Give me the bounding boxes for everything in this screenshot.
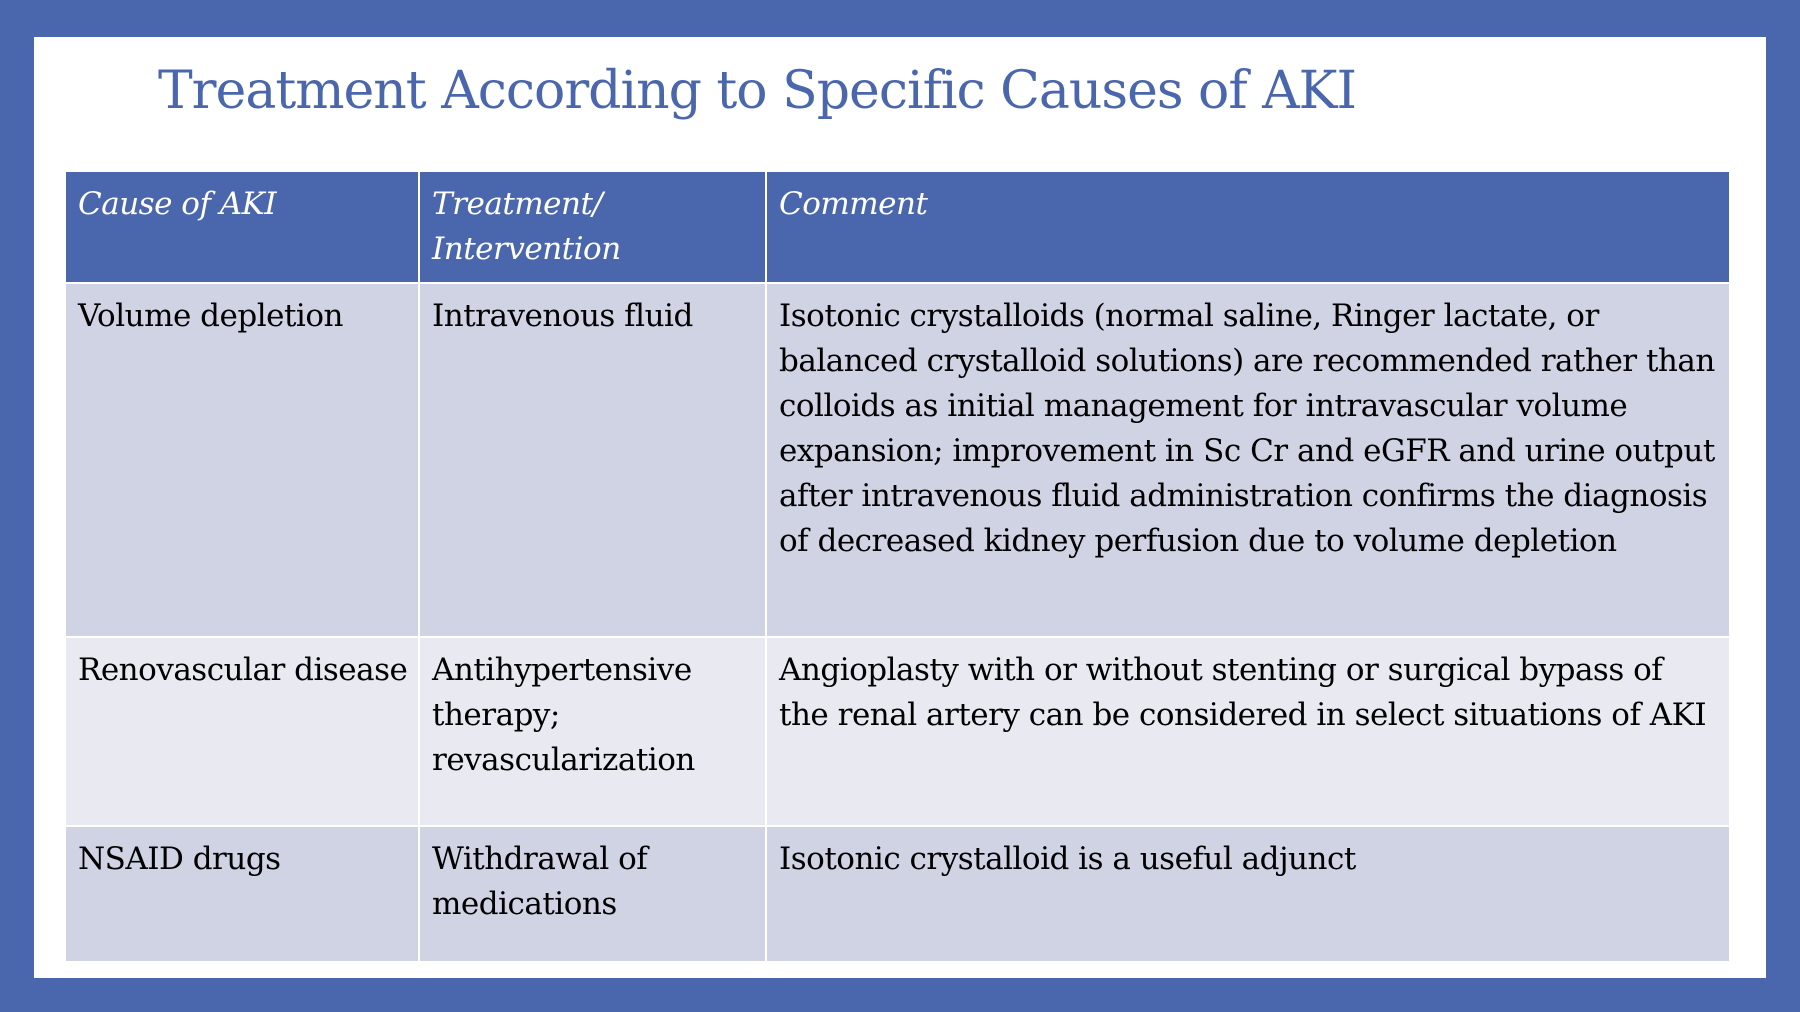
comment-cell: Isotonic crystalloids (normal saline, Ringer lactate, or balanced crystalloid solutions) are recommended rather than colloids as initial management for intravascular volume expansion; improvement in Sc Cr and eGFR and urine output after intravenous fluid administration confirms the diagnosis of decreased kidney perfusion due to volume depletion bbox=[766, 283, 1730, 637]
slide bbox=[34, 37, 1766, 978]
comment-cell: Angioplasty with or without stenting or surgical bypass of the renal artery can be considered in select situations of AKI bbox=[766, 637, 1730, 826]
treatment-cell: Intravenous fluid bbox=[419, 283, 766, 637]
table-row bbox=[65, 826, 1730, 962]
cause-cell: Volume depletion bbox=[65, 283, 419, 637]
header-cause: Cause of AKI bbox=[65, 171, 419, 283]
treatment-cell: Withdrawal of medications bbox=[419, 826, 766, 962]
comment-cell: Isotonic crystalloid is a useful adjunct bbox=[766, 826, 1730, 962]
cause-cell: Renovascular disease bbox=[65, 637, 419, 826]
table-header-row bbox=[65, 171, 1730, 283]
slide-title: Treatment According to Specific Causes of AKI bbox=[158, 61, 1357, 121]
cause-cell: NSAID drugs bbox=[65, 826, 419, 962]
treatment-cell: Antihypertensive therapy; revascularization bbox=[419, 637, 766, 826]
treatment-table bbox=[64, 170, 1731, 963]
header-treatment: Treatment/ Intervention bbox=[419, 171, 766, 283]
table-row bbox=[65, 637, 1730, 826]
header-comment: Comment bbox=[766, 171, 1730, 283]
table-row bbox=[65, 283, 1730, 637]
